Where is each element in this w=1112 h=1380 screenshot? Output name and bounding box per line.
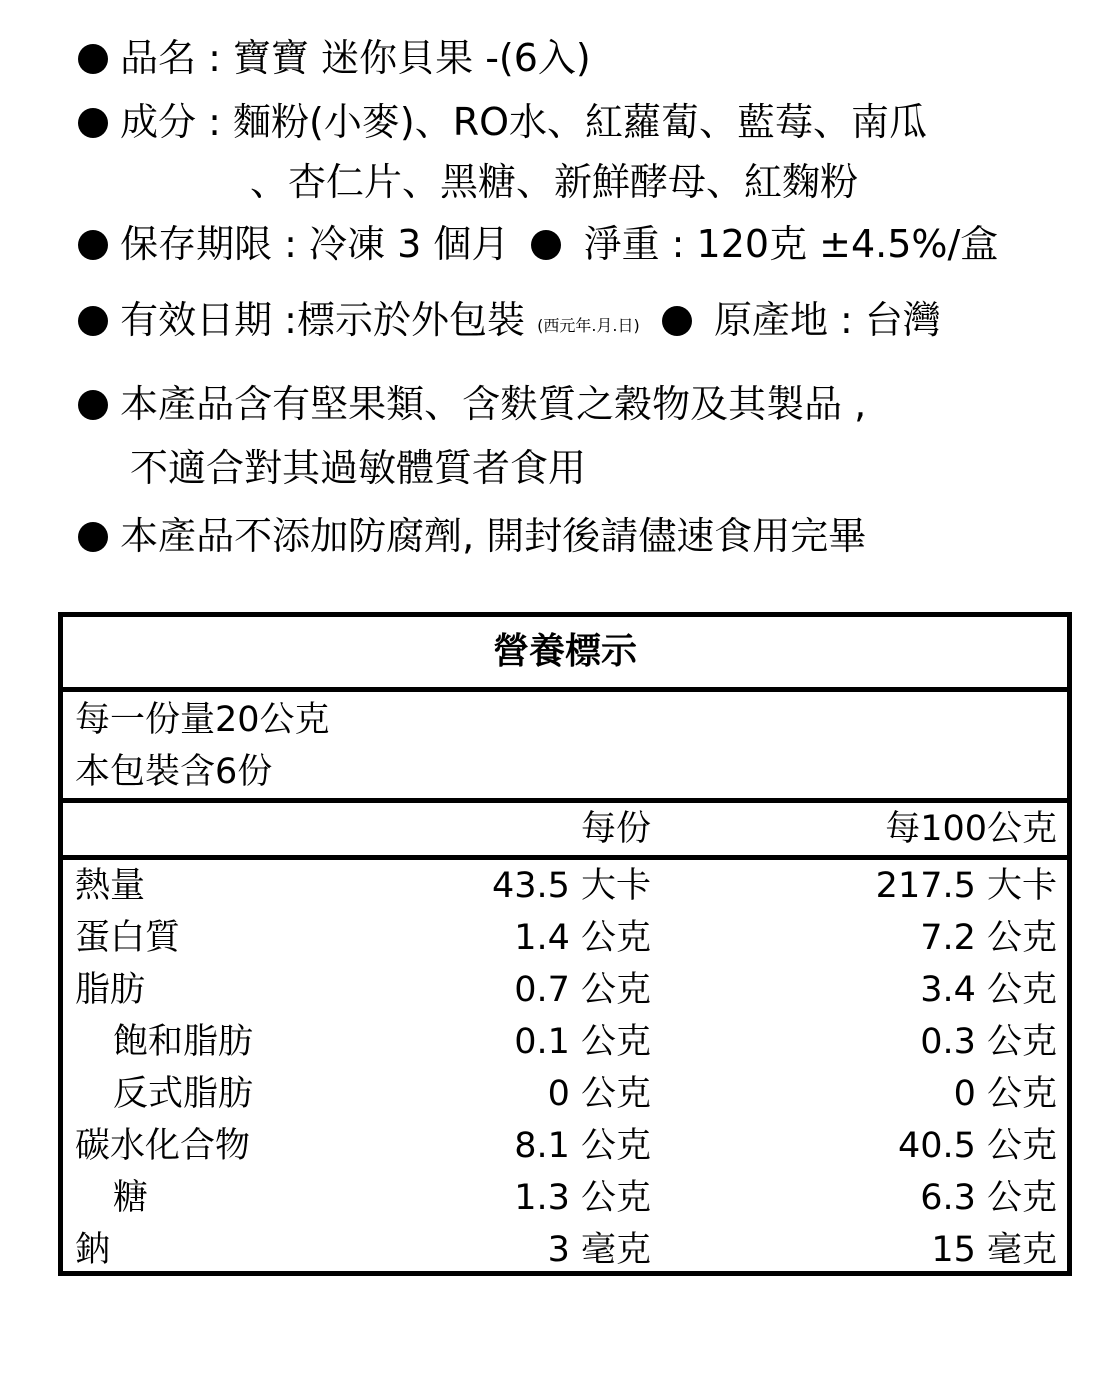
nutrition-title: 營養標示 <box>492 631 637 672</box>
allergen-continuation <box>130 440 586 496</box>
nutrient-row <box>63 964 1067 1016</box>
bullet-icon <box>78 230 108 260</box>
nutrient-row <box>63 1016 1067 1068</box>
bullet-icon <box>78 390 108 420</box>
column-header-per-100g: 每100公克 <box>885 809 1057 849</box>
allergen-line-2: 不適合對其過敏體質者食用 <box>130 446 587 490</box>
per-serving-value: 1.3 公克 <box>514 1178 651 1218</box>
preservative-note: 本產品不添加防腐劑, 開封後請儘速食用完畢 <box>120 514 867 558</box>
nutrient-name: 蛋白質 <box>75 918 181 958</box>
bullet-icon <box>531 230 561 260</box>
expiry-date-format: (西元年.月.日) <box>537 316 640 335</box>
bullet-icon <box>78 306 108 336</box>
nutrient-name: 熱量 <box>75 866 146 906</box>
column-header-per-serving: 每份 <box>580 809 651 849</box>
nutrient-row <box>63 1120 1067 1172</box>
shelf-life: 保存期限 : 冷凍 3 個月 <box>120 222 510 266</box>
nutrient-row <box>63 1068 1067 1120</box>
expiry-item <box>78 292 941 348</box>
per-100g-value: 40.5 公克 <box>897 1126 1057 1166</box>
divider <box>63 687 1067 692</box>
nutrient-row <box>63 1172 1067 1224</box>
per-100g-value: 217.5 大卡 <box>875 866 1057 906</box>
ingredients-item <box>78 94 927 150</box>
nutrient-row <box>63 1224 1067 1276</box>
shelf-life-item <box>78 216 998 272</box>
per-100g-value: 0 公克 <box>953 1074 1057 1114</box>
serving-size: 每一份量20公克 <box>75 700 330 740</box>
net-weight: 淨重 : 120克 ±4.5%/盒 <box>583 222 999 266</box>
per-100g-value: 15 毫克 <box>931 1230 1057 1270</box>
per-serving-value: 43.5 大卡 <box>491 866 651 906</box>
allergen-item <box>78 376 866 432</box>
nutrient-row <box>63 912 1067 964</box>
servings-per-package: 本包裝含6份 <box>75 752 273 792</box>
nutrient-name: 糖 <box>113 1178 149 1218</box>
nutrient-row <box>63 860 1067 912</box>
nutrient-name: 碳水化合物 <box>75 1126 251 1166</box>
product-name: 品名 : 寶寶 迷你貝果 -(6入) <box>120 36 591 80</box>
per-serving-value: 3 毫克 <box>547 1230 651 1270</box>
bullet-icon <box>78 108 108 138</box>
ingredients-continuation <box>250 154 858 210</box>
bullet-icon <box>78 522 108 552</box>
nutrient-name: 反式脂肪 <box>113 1074 254 1114</box>
product-name-item <box>78 30 591 86</box>
allergen-line-1: 本產品含有堅果類、含麩質之穀物及其製品 , <box>120 382 867 426</box>
bullet-icon <box>78 44 108 74</box>
per-100g-value: 0.3 公克 <box>920 1022 1057 1062</box>
per-serving-value: 1.4 公克 <box>514 918 651 958</box>
origin: 原產地 : 台灣 <box>713 298 941 342</box>
per-serving-value: 0 公克 <box>547 1074 651 1114</box>
per-100g-value: 6.3 公克 <box>920 1178 1057 1218</box>
preservative-item <box>78 508 866 564</box>
per-serving-value: 0.1 公克 <box>514 1022 651 1062</box>
nutrition-facts-table <box>58 612 1072 1276</box>
nutrient-name: 脂肪 <box>75 970 146 1010</box>
per-serving-value: 0.7 公克 <box>514 970 651 1010</box>
per-100g-value: 3.4 公克 <box>920 970 1057 1010</box>
expiry-date-text: 有效日期 :標示於外包裝 <box>120 298 525 342</box>
nutrient-name: 鈉 <box>75 1230 111 1270</box>
per-100g-value: 7.2 公克 <box>920 918 1057 958</box>
ingredients-line-2: 、杏仁片、黑糖、新鮮酵母、紅麴粉 <box>250 160 859 204</box>
ingredients-line-1: 成分 : 麵粉(小麥)、RO水、紅蘿蔔、藍莓、南瓜 <box>120 100 928 144</box>
bullet-icon <box>662 306 692 336</box>
nutrient-name: 飽和脂肪 <box>113 1022 254 1062</box>
per-serving-value: 8.1 公克 <box>514 1126 651 1166</box>
